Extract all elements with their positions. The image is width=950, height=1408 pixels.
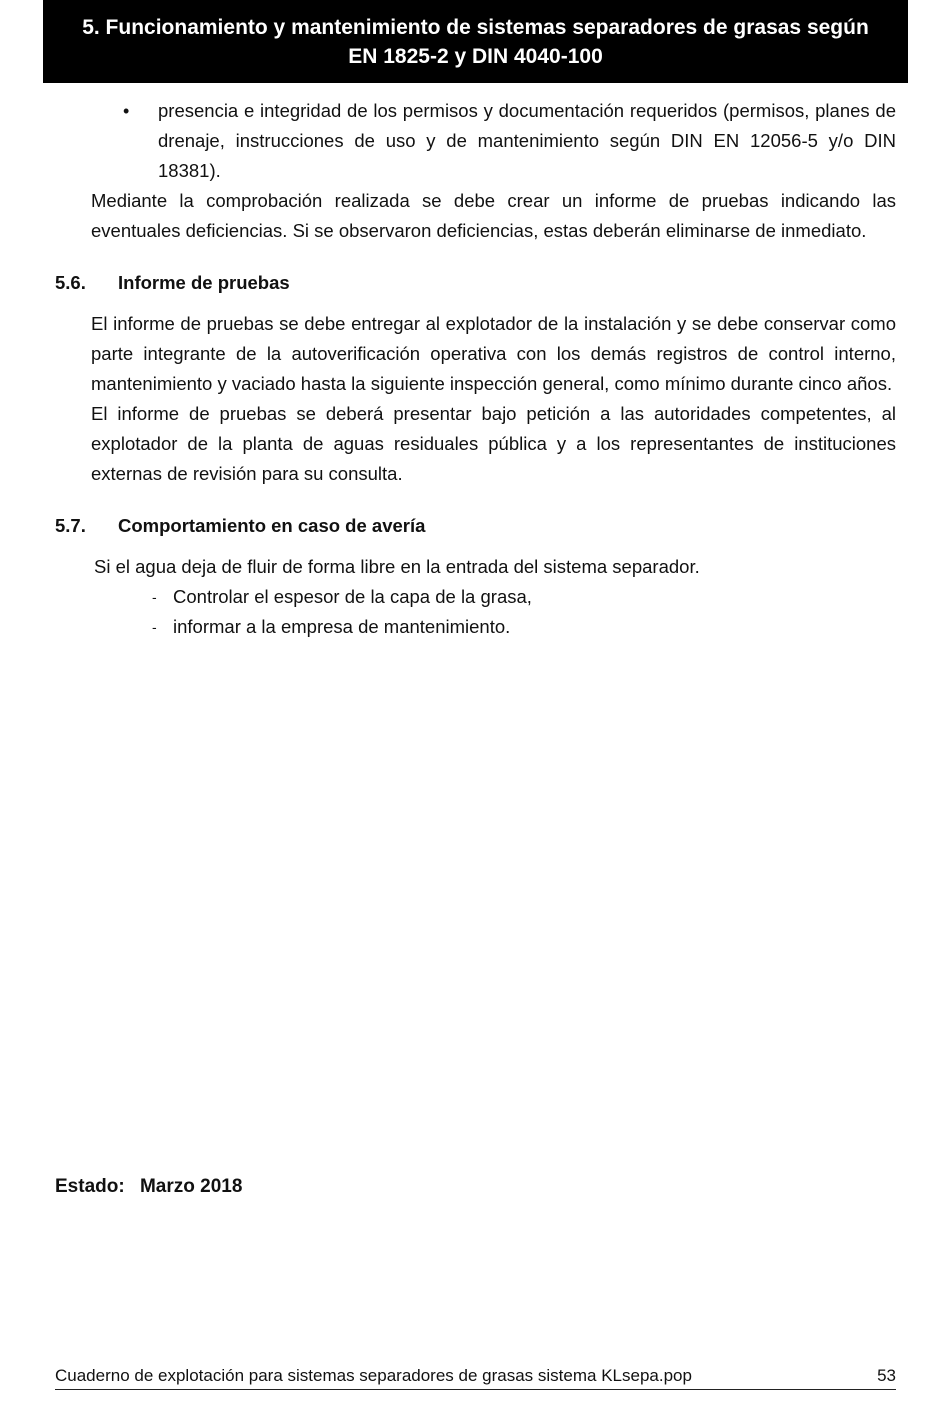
status-label: Estado: <box>55 1176 125 1197</box>
list-item-text: informar a la empresa de mantenimiento. <box>173 616 511 637</box>
list-item <box>55 582 896 612</box>
page-number: 53 <box>877 1366 896 1385</box>
bullet-icon: • <box>123 101 130 121</box>
list-item-text: Controlar el espesor de la capa de la grasa, <box>173 586 532 607</box>
paragraph: El informe de pruebas se debe entregar al explotador de la instalación y se debe conservar como parte integrante de la autoverificación operativa con los demás registros de control interno, mantenimiento y vaciado hasta la siguiente inspección general, como mínimo durante cinco años. <box>91 313 896 394</box>
section-title: Informe de pruebas <box>118 272 290 293</box>
paragraph: Si el agua deja de fluir de forma libre en la entrada del sistema separador. <box>94 556 700 577</box>
section-title: Comportamiento en caso de avería <box>118 515 426 536</box>
chapter-header <box>43 0 908 83</box>
section-heading-5-7 <box>55 511 896 541</box>
bullet-item-text: presencia e integridad de los permisos y documentación requeridos (permisos, planes de drenaje, instrucciones de uso y de mantenimiento según DIN EN 12056-5 y/o DIN 18381). <box>158 100 896 181</box>
section-heading-5-6 <box>55 268 896 298</box>
dash-bullet-icon: - <box>152 589 157 605</box>
bullet-item <box>55 96 896 186</box>
section-number: 5.7. <box>55 515 86 536</box>
chapter-header-line-2: EN 1825-2 y DIN 4040-100 <box>348 44 603 68</box>
page-content <box>55 96 896 642</box>
footer-title: Cuaderno de explotación para sistemas separadores de grasas sistema KLsepa.pop <box>55 1366 692 1385</box>
chapter-header-line-1: 5. Funcionamiento y mantenimiento de sistemas separadores de grasas según <box>82 15 869 39</box>
list-item <box>55 612 896 642</box>
document-status <box>55 1176 242 1198</box>
paragraph: Mediante la comprobación realizada se debe crear un informe de pruebas indicando las eventuales deficiencias. Si se observaron deficiencias, estas deberán eliminarse de inmediato. <box>91 190 896 241</box>
dash-bullet-icon: - <box>152 619 157 635</box>
section-number: 5.6. <box>55 272 86 293</box>
page-footer <box>55 1365 896 1390</box>
paragraph: El informe de pruebas se deberá presentar bajo petición a las autoridades competentes, al explotador de la planta de aguas residuales pública y a los representantes de instituciones externas de revisión para su consulta. <box>91 403 896 484</box>
status-value: Marzo 2018 <box>139 1176 243 1197</box>
